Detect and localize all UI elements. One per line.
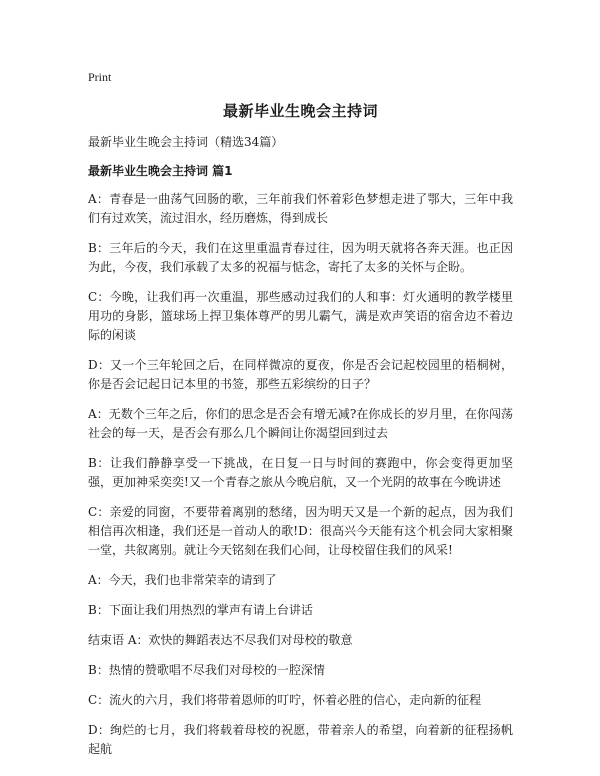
- paragraph: C：流火的六月，我们将带着恩师的叮咛，怀着必胜的信心，走向新的征程: [88, 693, 482, 707]
- paragraph-list: [88, 190, 513, 759]
- paragraph: 结束语 A：欢快的舞蹈表达不尽我们对母校的敬意: [88, 633, 353, 647]
- paragraph: D：又一个三年轮回之后，在同样微凉的夏夜，你是否会记起校园里的梧桐树，你是否会记起日记本里的书签，那些五彩缤纷的日子？: [88, 358, 513, 391]
- paragraph: C：亲爱的同窗，不要带着离别的愁绪，因为明天又是一个新的起点，因为我们相信再次相逢，我们还是一首动人的歌!D：很高兴今天能有这个机会同大家相聚一堂，共叙离别。就让今天铭刻在我们心间，让母校留住我们的风采!: [88, 505, 513, 557]
- document-subtitle: 最新毕业生晚会主持词（精选34篇）: [88, 135, 284, 149]
- print-link[interactable]: Print: [88, 70, 112, 84]
- paragraph: A：无数个三年之后，你们的思念是否会有增无减?在你成长的岁月里，在你闯荡社会的每一天，是否会有那么几个瞬间让你渴望回到过去: [88, 407, 513, 440]
- paragraph: B：下面让我们用热烈的掌声有请上台讲话: [88, 603, 313, 617]
- paragraph: B：让我们静静享受一下挑战，在日复一日与时间的赛跑中，你会变得更加坚强，更加神采奕奕!又一个青春之旅从今晚启航，又一个光阴的故事在今晚讲述: [88, 456, 513, 489]
- paragraph: A：今天，我们也非常荣幸的请到了: [88, 573, 277, 587]
- paragraph: D：绚烂的七月，我们将载着母校的祝愿，带着亲人的希望，向着新的征程扬帆起航: [88, 723, 513, 756]
- paragraph: B：三年后的今天，我们在这里重温青春过往，因为明天就将各奔天涯。也正因为此，今夜，我们承载了太多的祝福与惦念，寄托了太多的关怀与企盼。: [88, 241, 513, 274]
- paragraph: B：热情的赞歌唱不尽我们对母校的一腔深情: [88, 663, 325, 677]
- section-title: 最新毕业生晚会主持词 篇1: [88, 164, 233, 178]
- paragraph: C：今晚，让我们再一次重温，那些感动过我们的人和事：灯火通明的教学楼里用功的身影，篮球场上捍卫集体尊严的男儿霸气，满是欢声笑语的宿舍边不着边际的闲谈: [88, 290, 513, 342]
- page-title: 最新毕业生晚会主持词: [222, 102, 378, 120]
- paragraph: A：青春是一曲荡气回肠的歌，三年前我们怀着彩色梦想走进了鄂大，三年中我们有过欢笑，流过泪水，经历磨炼，得到成长: [88, 192, 513, 225]
